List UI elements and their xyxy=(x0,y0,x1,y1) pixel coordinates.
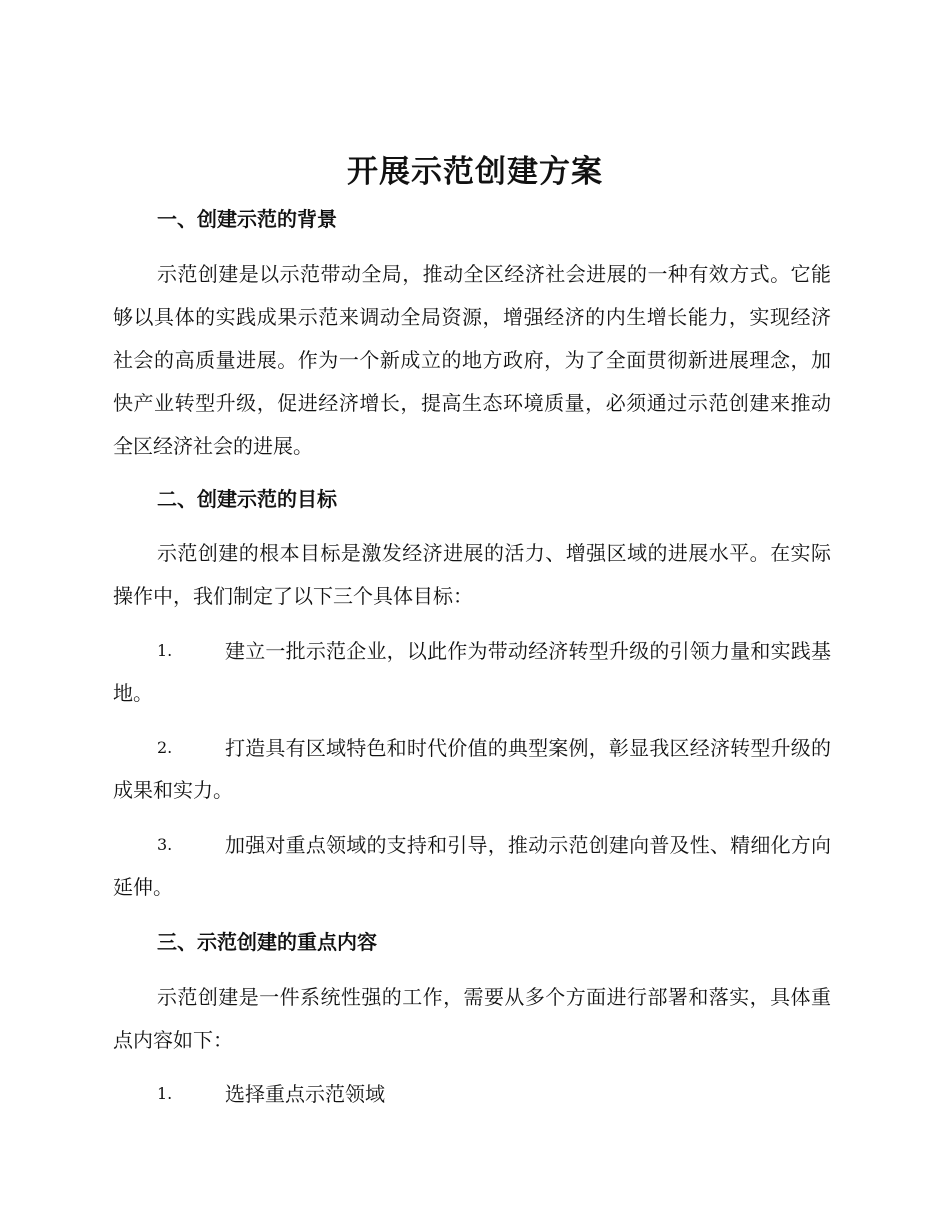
document-title: 开展示范创建方案 xyxy=(347,154,603,190)
list-item-text: 加强对重点领域的支持和引导，推动示范创建向普及性、精细化方向延伸。 xyxy=(113,833,831,899)
list-item-number: 2. xyxy=(157,738,173,757)
list-item-number: 1. xyxy=(157,1084,173,1103)
paragraph-goals: 示范创建的根本目标是激发经济进展的活力、增强区域的进展水平。在实际操作中，我们制定了以下三个具体目标： xyxy=(113,541,831,608)
list-item-text: 选择重点示范领域 xyxy=(225,1082,385,1106)
section-heading-background: 一、创建示范的背景 xyxy=(157,207,337,231)
paragraph-key-content: 示范创建是一件系统性强的工作，需要从多个方面进行部署和落实，具体重点内容如下： xyxy=(113,985,831,1052)
list-item xyxy=(113,1073,831,1115)
list-item-text: 打造具有区域特色和时代价值的典型案例，彰显我区经济转型升级的成果和实力。 xyxy=(113,736,831,802)
list-item-number: 1. xyxy=(157,641,173,660)
list-item xyxy=(113,630,831,714)
list-item-text: 建立一批示范企业，以此作为带动经济转型升级的引领力量和实践基地。 xyxy=(113,639,831,705)
list-item xyxy=(113,824,831,908)
paragraph-background: 示范创建是以示范带动全局，推动全区经济社会进展的一种有效方式。它能够以具体的实践成果示范来调动全局资源，增强经济的内生增长能力，实现经济社会的高质量进展。作为一个新成立的地方政府，为了全面贯彻新进展理念，加快产业转型升级，促进经济增长，提高生态环境质量，必须通过示范创建来推动全区经济社会的进展。 xyxy=(113,262,831,458)
section-heading-key-content: 三、示范创建的重点内容 xyxy=(157,930,377,954)
section-heading-goals: 二、创建示范的目标 xyxy=(157,487,337,511)
list-item xyxy=(113,727,831,811)
list-item-number: 3. xyxy=(157,835,173,854)
